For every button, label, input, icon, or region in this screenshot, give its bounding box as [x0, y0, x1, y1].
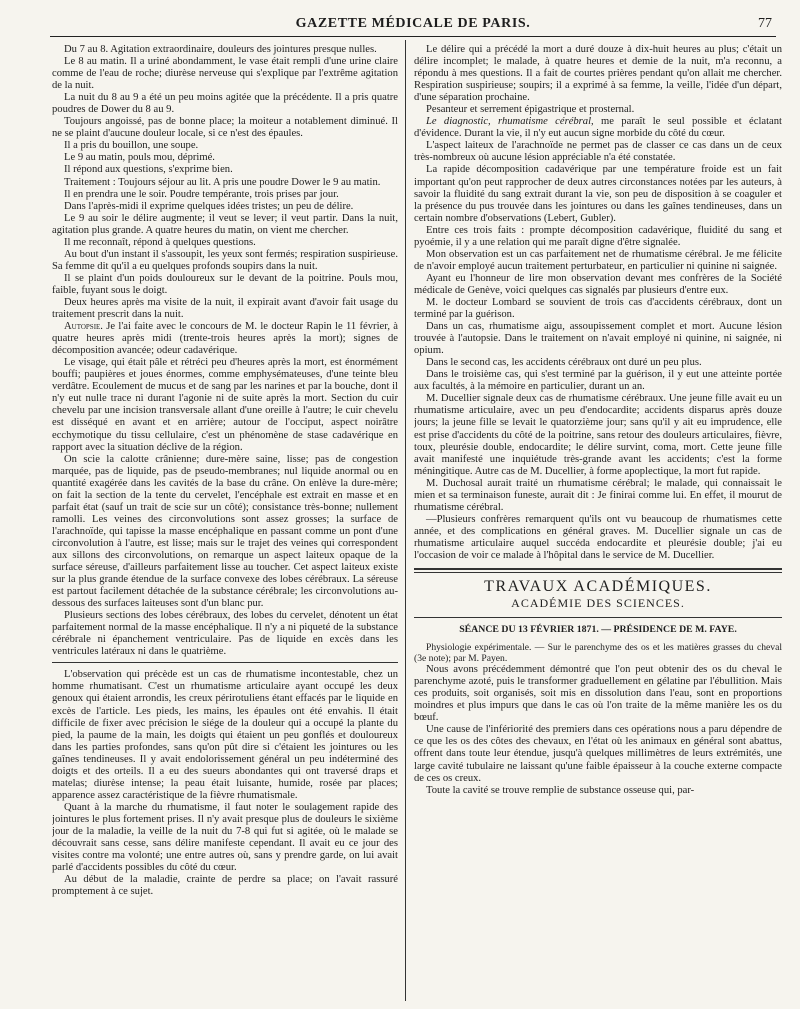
right-paragraph: Mon observation est un cas parfaitement net de rhumatisme cérébral. Je me félicite de n'avoir employé aucun traitement perturbateur, en particulier ni quinine ni saignée. — [414, 248, 782, 272]
case-paragraph: Le 8 au matin. Il a uriné abondamment, le vase était rempli d'une urine claire comme de l'eau de roche; diurèse nerveuse qui s'explique par l'extrême agitation de la nuit. — [52, 56, 398, 92]
page-header — [50, 14, 776, 37]
discussion-paragraph: L'observation qui précède est un cas de rhumatisme incontestable, chez un homme rhumatisant. C'est un rhumatisme articulaire ayant occupé les deux genoux qui étaient arrondis, les creux périrotuliens étant effacés par le liquide en excès de l'article. Les pieds, les mains, les épaules ont été envahis. Il était difficile de fixer avec précision le siége de la douleur qui a occupé la plante du pied, la paume de la main, les doigts qui étaient un peu gonflés et douloureux dans les parties profondes, sans qu'on pût dire si c'étaient les jointures ou les gaînes tendineuses. Il y avait endolorissement général un peu indéterminé des doigts et des orteils. Il a eu des sueurs abondantes qui ont traversé draps et matelas; diurèse intense; la peau était luisante, humide, rosée par places; apparence assez caractéristique de la fièvre rhumatismale. — [52, 669, 398, 801]
case-paragraph: Du 7 au 8. Agitation extraordinaire, douleurs des jointures presque nulles. — [64, 44, 377, 55]
discussion — [52, 669, 398, 898]
case-paragraph: Le 9 au matin, pouls mou, déprimé. — [64, 152, 215, 164]
case-paragraph: Au bout d'un instant il s'assoupit, les yeux sont fermés; respiration suspirieuse. Sa femme dit qu'il a eu quelques profonds soupirs dans la nuit. — [52, 248, 398, 272]
case-paragraph: Il a pris du bouillon, une soupe. — [64, 140, 199, 152]
case-paragraph: La nuit du 8 au 9 a été un peu moins agitée que la précédente. Il a pris quatre poudres de Dower du 8 au 9. — [52, 92, 398, 116]
column-divider — [405, 40, 406, 1001]
article-paragraph: Toute la cavité se trouve remplie de substance osseuse qui, par- — [426, 784, 695, 796]
case-paragraph: Dans l'après-midi il exprime quelques idées tristes; un peu de délire. — [64, 200, 354, 212]
discussion-paragraph: Au début de la maladie, crainte de perdre sa place; on l'avait rassuré promptement à ce sujet. — [52, 874, 398, 898]
article-paragraph: Une cause de l'infériorité des premiers dans ces opérations nous a paru dépendre de ce que les os des côtes des chevaux, en l'état où les animaux en général sont abattus, offrent dans toute leur étendue, jusqu'à quelques millimètres de leurs extrémités, une large cavité tubulaire ne laissant qu'une faible épaisseur à la couche externe compacte de ces os creux. — [414, 724, 782, 784]
case-paragraph: Traitement : Toujours séjour au lit. A pris une poudre Dower le 9 au matin. — [64, 176, 381, 188]
discussion-paragraph: Quant à la marche du rhumatisme, il faut noter le soulagement rapide des jointures le plus fortement prises. Il n'y avait presque plus de douleurs le sixième jour de la maladie, la veille de la nuit du 7-8 qui fut si agitée, où le malade se découvrait sans cesse, sans délire manifeste cependant. Il avait eu ce jour des visites contre ma volonté; une entre autres où, sans y prendre garde, on lui avait parlé d'accidents possibles du côté du cœur. — [52, 801, 398, 874]
case-paragraph: Le 9 au soir le délire augmente; il veut se lever; il veut partir. Dans la nuit, agitation plus grande. A quatre heures du matin, on vient me chercher. — [52, 212, 398, 236]
autopsy-label: Autopsie. — [64, 321, 103, 333]
right-paragraph: Ayant eu l'honneur de lire mon observation devant mes confrères de la Société médicale de Genève, voici quelques cas signalés par plusieurs d'entre eux. — [414, 272, 782, 296]
right-paragraph: M. Duchosal aurait traité un rhumatisme cérébral; le malade, qui connaissait le mien et sa terminaison funeste, aurait dit : Je finirai comme lui. En effet, il mourut de rhumatisme cérébral. — [414, 477, 782, 513]
autopsy-finding-paragraph: On scie la calotte crânienne; dure-mère saine, lisse; pas de congestion marquée, pas de liquide, pas de pseudo-membranes; nul liquide anormal ou en quantité exagérée dans les cavités de la base du crâne. On enlève la dure-mère; on fait la section de la tente du cervelet, l'encéphale est extrait en masse et en parfait état (sauf un trait de scie sur un côté); consistance très-bonne; nullement ramolli. Les veines des circonvolutions sont assez grosses; la surface de l'arachnoïde, qui tapisse la masse encéphalique en passant comme un pont d'une circonvolution à l'autre, est lisse; mais sur le trajet des veines qui correspondent aux sillons des circonvolutions, on remarque un aspect laiteux opaque de la surface séreuse, d'ailleurs parfaitement lisse au toucher. Cet aspect laiteux existe sur la plus grande étendue de la surface convexe des lobes cérébraux. La séreuse est partout facilement détachée de la substance cérébrale; les circonvolutions au-dessous des surfaces laiteuses sont d'un blanc pur. — [52, 453, 398, 610]
right-paragraphs — [414, 44, 782, 116]
autopsy-findings — [52, 357, 398, 658]
article-heading: Physiologie expérimentale. — Sur le parenchyme des os et les matières grasses du cheval (3e note); par M. Payen. — [414, 642, 782, 665]
case-paragraph: Il répond aux questions, s'exprime bien. — [64, 164, 233, 176]
case-paragraph: Deux heures après ma visite de la nuit, il expirait avant d'avoir fait usage du traitement prescrit dans la nuit. — [52, 296, 398, 321]
right-paragraph: L'aspect laiteux de l'arachnoïde ne permet pas de classer ce cas dans un de ceux très-nombreux où aucune lésion appréciable n'a été constatée. — [414, 140, 782, 164]
section-rule — [52, 662, 398, 663]
diagnosis-label: Le diagnostic, rhumatisme cérébral, — [426, 116, 594, 128]
right-paragraph: La rapide décomposition cadavérique par une température froide est un fait important qu'on peut rapprocher de deux autres circonstances notées par les auteurs, à savoir la fluidité du sang extrait durant la vie, son peu de disposition à se coaguler et la présence du pus trouvée dans les jointures ou dans les gaînes tendineuses, dans un certain nombre d'observations (Lebert, Gubler). — [414, 164, 782, 224]
article-paragraph: Nous avons précédemment démontré que l'on peut obtenir des os du cheval le parenchyme azoté, puis le transformer graduellement en gélatine par l'ébullition. Mais ces produits, soit organisés, soit mis en dissolution dans l'eau, sont en proportions moindres et plus impurs que dans le cas où l'on traite de la même manière les os du bœuf. — [414, 664, 782, 724]
section-title: TRAVAUX ACADÉMIQUES. — [484, 578, 712, 596]
right-paragraph: M. Ducellier signale deux cas de rhumatisme cérébraux. Une jeune fille avait eu un rhumatisme articulaire, avec un peu d'endocardite; accidents disparus après douze jours; la jeune fille se levait le quatorzième jour; sans qu'il y ait eu imprudence, elle est prise d'accidents du côté de la poitrine, sans retour des douleurs articulaires, fièvre, toux, pleurésie double, endocardite; le délire survint, coma, mort. Cette jeune fille avait manifesté une inquiétude très-grande avant les accidents; c'est la forme méningitique. Autre cas de M. Ducellier, à forme apoplectique, la mort fut rapide. — [414, 393, 782, 477]
case-paragraph: Il me reconnaît, répond à quelques questions. — [64, 236, 256, 248]
right-paragraph: Dans le second cas, les accidents cérébraux ont duré un peu plus. — [426, 357, 702, 369]
section-subtitle: ACADÉMIE DES SCIENCES. — [511, 596, 685, 611]
seance-line: SÉANCE DU 13 FÉVRIER 1871. — PRÉSIDENCE DE M. FAYE. — [459, 624, 737, 636]
case-notes — [52, 44, 398, 321]
case-paragraph: Toujours angoissé, pas de bonne place; la moiteur a notablement diminué. Il ne se plaint d'aucune douleur locale, si ce n'est des épaules. — [52, 116, 398, 140]
section-rule-2 — [414, 617, 782, 618]
right-paragraph: Dans un cas, rhumatisme aigu, assoupissement complet et mort. Aucune lésion trouvée à l'autopsie. Dans le traitement on n'avait employé ni quinine, ni saignée, ni opium. — [414, 321, 782, 357]
autopsy-intro: Je l'ai faite avec le concours de M. le docteur Rapin le 11 février, à quatre heures après midi (trente-trois heures après la mort); signes de décomposition avancée; odeur cadavérique. — [52, 321, 398, 357]
autopsy-paragraph — [52, 321, 398, 357]
diagnosis-text: me paraît le seul possible et éclatant d'évidence. Durant la vie, il n'y eut aucun signe morbide du côté du cœur. — [414, 116, 782, 140]
right-paragraph: —Plusieurs confrères remarquent qu'ils ont vu beaucoup de rhumatismes cette année, et des complications en général graves. M. Ducellier signale un cas de rhumatisme articulaire auquel succéda endocardite et pleurésie double; j'ai eu l'occasion de voir ce malade à l'hôpital dans le service de M. Ducellier. — [414, 513, 782, 561]
double-rule — [414, 568, 782, 573]
right-paragraph: Le délire qui a précédé la mort a duré douze à dix-huit heures au plus; c'était un délire incomplet; le malade, à quatre heures et demie de la nuit, m'a reconnu, a répondu à mes questions. Il a fait de courtes prières pendant qu'on allait me chercher. Respiration suspirieuse; soupirs; il a exprimé à sa femme, la veille, l'idée d'un départ, d'une séparation prochaine. — [414, 44, 782, 104]
journal-title: GAZETTE MÉDICALE DE PARIS. — [295, 16, 531, 31]
page-number: 77 — [758, 16, 772, 31]
diagnosis-paragraph — [414, 116, 782, 140]
left-column — [52, 44, 398, 1001]
right-paragraph: Entre ces trois faits : prompte décomposition cadavérique, fluidité du sang et pyoémie, il y a une relation qui me paraît digne d'être signalée. — [414, 224, 782, 248]
right-paragraphs-continued — [414, 140, 782, 562]
case-paragraph: Il en prendra une le soir. Poudre tempérante, trois prises par jour. — [64, 188, 339, 200]
right-paragraph: M. le docteur Lombard se souvient de trois cas d'accidents cérébraux, dont un terminé par la guérison. — [414, 296, 782, 321]
right-paragraph: Pesanteur et serrement épigastrique et prosternal. — [426, 104, 635, 116]
case-paragraph: Il se plaint d'un poids douloureux sur le devant de la poitrine. Pouls mou, faible, fuyant sous le doigt. — [52, 272, 398, 296]
article-body — [414, 664, 782, 797]
autopsy-finding-paragraph: Le visage, qui était pâle et rétréci peu d'heures après la mort, est énormément bouffi; paupières et joues énormes, comme emphysémateuses, d'une teinte bleu verdâtre. Ecoulement de mucus et de sang par les narines et par la bouche, dont il n'y eut nulle trace ni durant l'agonie ni de suite après la mort. Section du cuir chevelu par une incision transversale allant d'une oreille à l'autre; le cuir chevelu est disséqué en avant et en arrière; autour de l'occiput, aspect noirâtre ecchymotique du tissu cellulaire, c'est un phénomène de stase cadavérique en rapport avec la situation déclive de la région. — [52, 357, 398, 453]
right-paragraph: Dans le troisième cas, qui s'est terminé par la guérison, il y eut une atteinte portée aux facultés, à la mémoire en particulier, durant un an. — [414, 369, 782, 393]
right-column — [414, 44, 782, 1001]
autopsy-finding-paragraph: Plusieurs sections des lobes cérébraux, des lobes du cervelet, dénotent un état parfaitement normal de la masse encéphalique. Il n'y a ni piqueté de la substance cérébrale ni épanchement ventriculaire. Pas de liquide en excès dans les ventricules latéraux ni dans le quatrième. — [52, 610, 398, 658]
